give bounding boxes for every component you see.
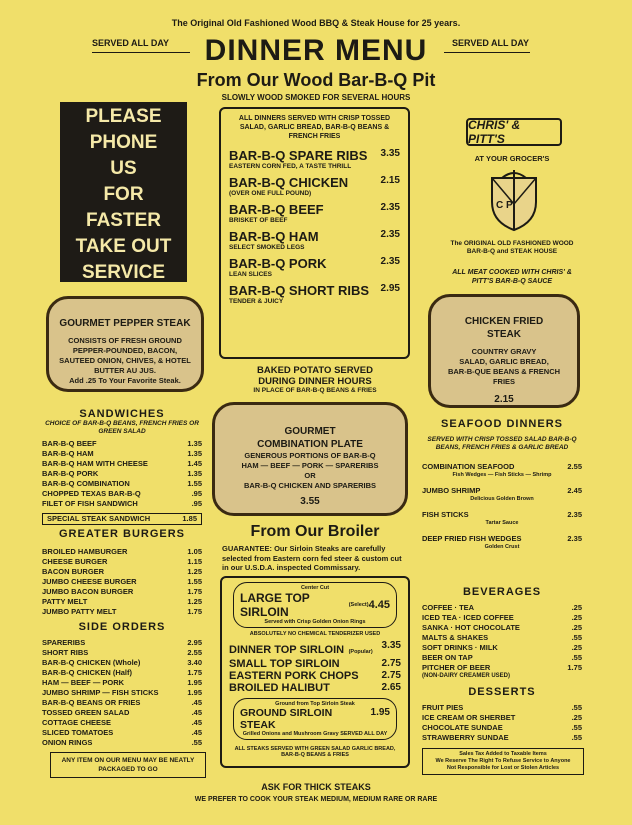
list-item: ICE CREAM OR SHERBET .25: [422, 713, 582, 722]
broiler-box: [220, 576, 410, 768]
list-item: BROILED HAMBURGER 1.05: [42, 547, 202, 556]
pit-item: BAR-B-Q BEEF 2.35 BRISKET OF BEEF: [229, 202, 400, 224]
phone-line: FOR: [103, 184, 144, 205]
gourmet-pepper-body: CONSISTS OF FRESH GROUND PEPPER-POUNDED, BACON, SAUTEED ONION, CHIVES, & HOTEL BUTTER AU JUS.: [59, 336, 191, 375]
list-item: JUMBO PATTY MELT 1.75: [42, 607, 202, 616]
list-item: BAR-B-Q HAM 1.35: [42, 449, 202, 458]
phone-line: PHONE: [89, 132, 158, 153]
brand-original-note: The ORIGINAL OLD FASHIONED WOOD BAR-B-Q and STEAK HOUSE: [450, 240, 574, 255]
list-item: COTTAGE CHEESE .45: [42, 718, 202, 727]
ground-sirloin-oval: Ground from Top Sirloin Steak GROUND SIRLOIN STEAK 1.95 Grilled Onions and Mushroom Gravy SERVED ALL DAY: [233, 698, 397, 740]
pit-item: BAR-B-Q HAM 2.35 SELECT SMOKED LEGS: [229, 229, 400, 251]
pit-item: BAR-B-Q SPARE RIBS 3.35 EASTERN CORN FED, A TASTE THRILL: [229, 148, 400, 170]
list-item: TOSSED GREEN SALAD .45: [42, 708, 202, 717]
phone-line: SERVICE: [81, 262, 166, 283]
gourmet-pepper-steak-plaque: [46, 296, 204, 392]
shield-crest-icon: [488, 170, 540, 232]
list-item: BEER ON TAP .55: [422, 653, 582, 662]
at-your-grocers: AT YOUR GROCER'S: [474, 154, 550, 163]
large-top-sirloin-oval: Center Cut LARGE TOP SIRLOIN (Select) 4.45 Served with Crisp Golden Onion Rings: [233, 582, 397, 628]
pit-item: BAR-B-Q PORK 2.35 LEAN SLICES: [229, 256, 400, 278]
seafood-note: SERVED WITH CRISP TOSSED SALAD BAR-B-Q BEANS, FRENCH FRIES & GARLIC BREAD: [427, 436, 577, 451]
list-item: CHOCOLATE SUNDAE .55: [422, 723, 582, 732]
list-item: SPARERIBS 2.95: [42, 638, 202, 647]
desserts-section: [422, 686, 582, 743]
cook-preference-note: WE PREFER TO COOK YOUR STEAK MEDIUM, MEDIUM RARE OR RARE: [194, 796, 438, 803]
seafood-heading: SEAFOOD DINNERS: [441, 418, 563, 430]
list-item: JUMBO SHRIMP — FISH STICKS 1.95: [42, 688, 202, 697]
special-steak-sandwich: SPECIAL STEAK SANDWICH 1.85: [42, 513, 202, 525]
list-item: BAR-B-Q CHICKEN (Whole) 3.40: [42, 658, 202, 667]
tagline: The Original Old Fashioned Wood BBQ & Steak House for 25 years.: [171, 18, 461, 28]
list-item: CHEESE BURGER 1.15: [42, 557, 202, 566]
list-item: FILET OF FISH SANDWICH .95: [42, 499, 202, 508]
list-item: BACON BURGER 1.25: [42, 567, 202, 576]
list-item: BAR-B-Q BEEF 1.35: [42, 439, 202, 448]
list-item: EASTERN PORK CHOPS 2.75: [229, 670, 401, 682]
list-item: BAR-B-Q BEANS OR FRIES .45: [42, 698, 202, 707]
pit-dinners-box: [219, 107, 410, 359]
phone-line: TAKE OUT: [75, 236, 172, 257]
slow-smoked-note: SLOWLY WOOD SMOKED FOR SEVERAL HOURS: [221, 93, 411, 102]
desserts-heading: DESSERTS: [468, 686, 536, 698]
shield-letters: C P: [496, 200, 513, 211]
list-item: SOFT DRINKS · MILK .25: [422, 643, 582, 652]
list-item: STRAWBERRY SUNDAE .55: [422, 733, 582, 742]
chicken-fried-steak-plaque: CHICKEN FRIED STEAK COUNTRY GRAVY SALAD, GARLIC BREAD, BAR-B-QUE BEANS & FRENCH FRIES 2.15: [428, 294, 580, 408]
side-orders-heading: SIDE ORDERS: [78, 621, 166, 633]
baked-potato-note: BAKED POTATO SERVED DURING DINNER HOURS IN PLACE OF BAR-B-Q BEANS & FRIES: [253, 365, 377, 394]
served-all-day-left: SERVED ALL DAY: [92, 38, 170, 48]
page-title: DINNER MENU: [204, 34, 428, 67]
sandwiches-note: CHOICE OF BAR-B-Q BEANS, FRENCH FRIES OR GREEN SALAD: [45, 420, 199, 435]
beverages-heading: BEVERAGES: [462, 586, 542, 598]
burgers-heading: GREATER BURGERS: [58, 528, 186, 540]
phone-order-box: [60, 102, 187, 282]
no-tenderizer-note: ABSOLUTELY NO CHEMICAL TENDERIZER USED: [249, 631, 381, 637]
served-all-day-right: SERVED ALL DAY: [452, 38, 530, 48]
list-item: JUMBO CHEESE BURGER 1.55: [42, 577, 202, 586]
pit-dinners-intro: ALL DINNERS SERVED WITH CRISP TOSSED SALAD, GARLIC BREAD, BAR-B-Q BEANS & FRENCH FRIES: [238, 115, 391, 140]
list-item: COMBINATION SEAFOOD 2.55 Fish Wedges — Fish Sticks — Shrimp: [422, 462, 582, 478]
tax-note-box: Sales Tax Added to Taxable Items We Reserve The Right To Refuse Service to Anyone Not Responsible for Lost or Stolen Articles: [422, 748, 584, 775]
list-item: HAM — BEEF — PORK 1.95: [42, 678, 202, 687]
list-item: SANKA · HOT CHOCOLATE .25: [422, 623, 582, 632]
burgers-section: [42, 528, 202, 617]
list-item: CHOPPED TEXAS BAR-B-Q .95: [42, 489, 202, 498]
pit-item: BAR-B-Q CHICKEN 2.15 (OVER ONE FULL POUND): [229, 175, 400, 197]
brand-all-meat-note: ALL MEAT COOKED WITH CHRIS' & PITT'S BAR-B-Q SAUCE: [452, 269, 572, 285]
broiler-guarantee: GUARANTEE: Our Sirloin Steaks are carefully selected from Eastern corn fed steer & custom cut in our U.S.D.A. inspected Commissary.: [222, 544, 402, 572]
list-item: COFFEE · TEA .25: [422, 603, 582, 612]
list-item: PATTY MELT 1.25: [42, 597, 202, 606]
list-item: JUMBO SHRIMP 2.45 Delicious Golden Brown: [422, 486, 582, 502]
gourmet-pepper-title: GOURMET PEPPER STEAK: [59, 318, 191, 329]
phone-line: FASTER: [86, 210, 161, 231]
ask-thick-steaks: ASK FOR THICK STEAKS: [261, 782, 371, 792]
gourmet-pepper-add-note: Add .25 To Your Favorite Steak.: [69, 376, 181, 385]
brand-logo: CHRIS' & PITT'S: [466, 118, 562, 146]
list-item: PITCHER OF BEER 1.75: [422, 663, 582, 672]
seafood-section: [422, 418, 582, 550]
list-item: SHORT RIBS 2.55: [42, 648, 202, 657]
list-item: MALTS & SHAKES .55: [422, 633, 582, 642]
page-subtitle: From Our Wood Bar-B-Q Pit: [196, 70, 436, 90]
list-item: ONION RINGS .55: [42, 738, 202, 747]
list-item: ICED TEA · ICED COFFEE .25: [422, 613, 582, 622]
list-item: JUMBO BACON BURGER 1.75: [42, 587, 202, 596]
packaged-to-go-note: ANY ITEM ON OUR MENU MAY BE NEATLY PACKAGED TO GO: [50, 752, 206, 778]
list-item: FRUIT PIES .55: [422, 703, 582, 712]
list-item: FISH STICKS 2.35 Tartar Sauce: [422, 510, 582, 526]
phone-line: US: [110, 158, 137, 179]
list-item: BAR-B-Q COMBINATION 1.55: [42, 479, 202, 488]
list-item: SLICED TOMATOES .45: [42, 728, 202, 737]
broiler-heading: From Our Broiler: [250, 523, 380, 540]
beverages-section: [422, 586, 582, 679]
list-item: BROILED HALIBUT 2.65: [229, 682, 401, 694]
list-item: BAR-B-Q HAM WITH CHEESE 1.45: [42, 459, 202, 468]
list-item: DINNER TOP SIRLOIN (Popular) 3.35: [229, 640, 401, 656]
list-item: DEEP FRIED FISH WEDGES 2.35 Golden Crust: [422, 534, 582, 550]
steaks-served-note: ALL STEAKS SERVED WITH GREEN SALAD GARLIC BREAD, BAR-B-Q BEANS & FRIES: [234, 746, 396, 758]
sandwiches-section: [42, 408, 202, 525]
list-item: SMALL TOP SIRLOIN 2.75: [229, 658, 401, 670]
phone-line: PLEASE: [85, 106, 162, 127]
combination-plate-plaque: GOURMET COMBINATION PLATE GENEROUS PORTIONS OF BAR-B-Q HAM — BEEF — PORK — SPARERIBS OR BAR-B-Q CHICKEN AND SPARERIBS 3.55: [212, 402, 408, 516]
pit-item: BAR-B-Q SHORT RIBS 2.95 TENDER & JUICY: [229, 283, 400, 305]
creamer-note: (NON-DAIRY CREAMER USED): [422, 673, 511, 679]
list-item: BAR-B-Q CHICKEN (Half) 1.75: [42, 668, 202, 677]
sandwiches-heading: SANDWICHES: [79, 408, 165, 420]
list-item: BAR-B-Q PORK 1.35: [42, 469, 202, 478]
side-orders-section: [42, 621, 202, 748]
